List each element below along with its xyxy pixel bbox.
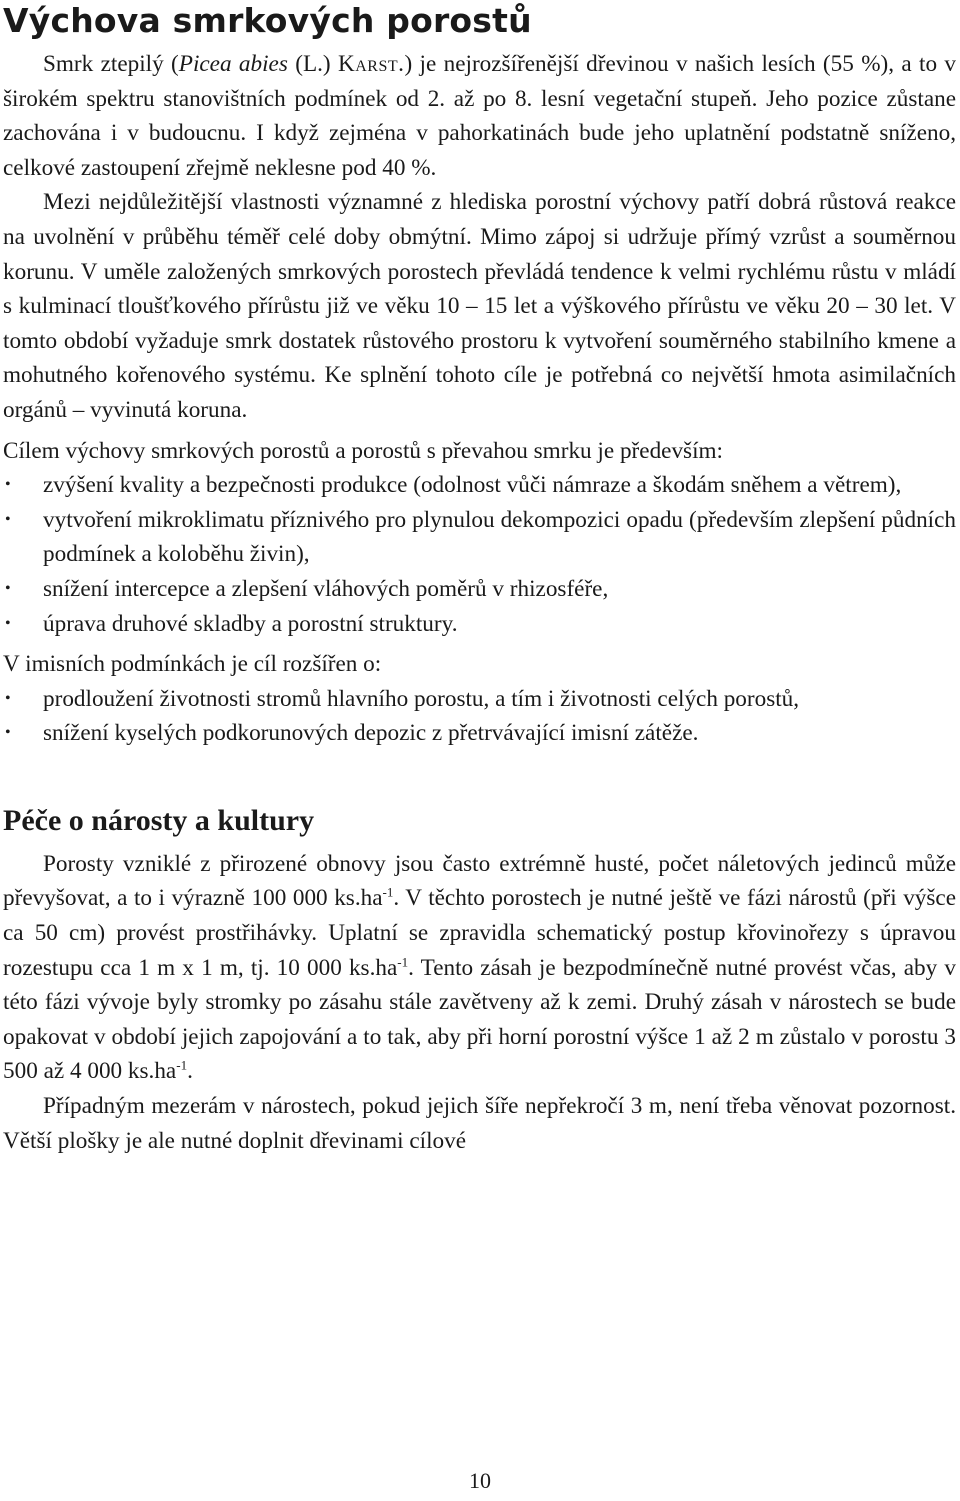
list-item (3, 716, 956, 751)
section-text-c: . Tento zásah je bezpodmínečně nutné provést včas, aby v této fázi vývoje byly stromky po zásahu stále zavětveny až k zemi. Druhý zásah v nárostech se bude opakovat v období jejich zapojování a to tak, aby při horní porostní výšce 1 až 2 m zůstalo v porostu 3 500 až 4 000 ks.ha (3, 954, 956, 1085)
bullet-icon: • (5, 724, 11, 742)
bullet-icon: • (5, 614, 11, 632)
intro-paragraph-1 (3, 47, 956, 185)
page-number: 10 (469, 1468, 491, 1493)
section-paragraph-2: Případným mezerám v nárostech, pokud jejich šíře nepřekročí 3 m, není třeba věnovat pozornost. Větší plošky je ale nutné doplnit dřevinami cílové (3, 1093, 956, 1154)
list-item (3, 572, 956, 607)
section-text-b: . V těchto porostech je nutné ještě ve fázi nárostů (při výšce ca 50 cm) provést prostřihávky. Uplatní se zpravidla schematický postup křovinořezy s úpravou rozestupu cca 1 m x 1 m, tj. 10 000 ks.ha (3, 885, 956, 981)
intro-text-pre: Smrk ztepilý ( (43, 51, 179, 77)
bullet-icon: • (5, 579, 11, 597)
goals-list (3, 468, 956, 641)
document-page (3, 0, 956, 1158)
list-item-text: snížení kyselých podkorunových depozic z přetrvávající imisní zátěže. (43, 720, 699, 747)
list-item (3, 682, 956, 717)
list-item (3, 468, 956, 503)
section-text-a: Porosty vzniklé z přirozené obnovy jsou často extrémně husté, počet náletových jedinců může převyšovat, a to i výrazně 100 000 ks.ha (3, 850, 956, 912)
page-title: Výchova smrkových porostů (3, 1, 532, 40)
list-item-text: zvýšení kvality a bezpečnosti produkce (odolnost vůči námraze a škodám sněhem a větrem), (43, 472, 902, 499)
emissions-lead: V imisních podmínkách je cíl rozšířen o: (3, 651, 382, 678)
section-paragraph-1 (3, 847, 956, 1089)
list-item-text: úprava druhové skladby a porostní struktury. (43, 610, 458, 637)
bullet-icon: • (5, 476, 11, 494)
list-item-text: snížení intercepce a zlepšení vláhových poměrů v rhizosféře, (43, 575, 609, 602)
author-name: Karst. (338, 51, 405, 77)
list-item (3, 607, 956, 642)
list-item-text: prodloužení životnosti stromů hlavního porostu, a tím i životnosti celých porostů, (43, 685, 800, 712)
bullet-icon: • (5, 689, 11, 707)
section-text-d: . (187, 1058, 193, 1085)
list-item-text: vytvoření mikroklimatu příznivého pro plynulou dekompozici opadu (především zlepšení půdních podmínek a koloběhu živin), (43, 506, 956, 568)
superscript: -1 (382, 884, 394, 900)
emissions-list (3, 682, 956, 751)
list-item (3, 503, 956, 572)
intro-paragraph-2: Mezi nejdůležitější vlastnosti významné z hlediska porostní výchovy patří dobrá růstová reakce na uvolnění v průběhu téměř celé doby obmýtní. Mimo zápoj si udržuje přímý vzrůst a souměrnou korunu. V uměle založených smrkových porostech převládá tendence k velmi rychlému růstu v mládí s kulminací tloušťkového přírůstu již ve věku 10 – 15 let a výškového přírůstu ve věku 20 – 30 let. V tomto období vyžaduje smrk dostatek růstového prostoru k vytvoření souměrného stabilního kmene a mohutného kořenového systému. Ke splnění tohoto cíle je potřebná co největší hmota asimilačních orgánů – vyvinutá koruna. (3, 189, 956, 423)
bullet-icon: • (5, 510, 11, 528)
species-name: Picea abies (178, 51, 288, 77)
goals-lead: Cílem výchovy smrkových porostů a porostů s převahou smrku je především: (3, 437, 723, 464)
intro-text-mid: (L.) (287, 51, 338, 77)
intro-text-post: ) je nejrozšířenější dřevinou v našich lesích (55 %), a to v širokém spektru stanovištních podmínek od 2. až po 8. lesní vegetační stupeň. Jeho pozice zůstane zachována i v budoucnu. I když zejména v pahorkatinách bude jeho uplatnění podstatně sníženo, celkové zastoupení zřejmě neklesne pod 40 %. (3, 51, 957, 181)
superscript: -1 (176, 1057, 188, 1073)
superscript: -1 (397, 953, 409, 969)
section-heading: Péče o nárosty a kultury (3, 803, 315, 837)
